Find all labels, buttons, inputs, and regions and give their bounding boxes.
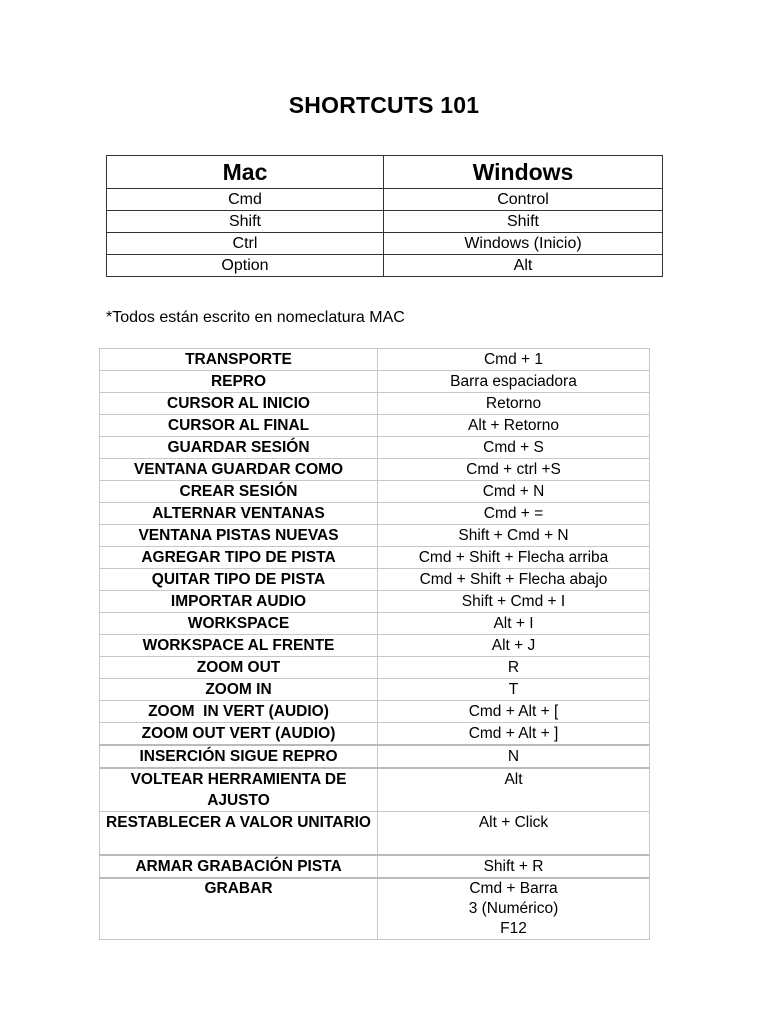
shortcut-action: ARMAR GRABACIÓN PISTA (100, 855, 378, 878)
windows-key: Shift (384, 211, 663, 233)
shortcut-action: GRABAR (100, 878, 378, 940)
shortcut-action: ZOOM IN (100, 679, 378, 701)
shortcut-keys: Barra espaciadora (378, 371, 650, 393)
shortcut-action: IMPORTAR AUDIO (100, 591, 378, 613)
shortcut-action: AGREGAR TIPO DE PISTA (100, 547, 378, 569)
shortcut-row (100, 635, 650, 657)
shortcuts-table (99, 348, 650, 940)
shortcut-row (100, 723, 650, 746)
shortcut-keys: Cmd + ctrl +S (378, 459, 650, 481)
keymap-row (107, 255, 663, 277)
shortcut-keys: Alt + Retorno (378, 415, 650, 437)
shortcut-row (100, 855, 650, 878)
shortcut-row (100, 503, 650, 525)
shortcut-action: GUARDAR SESIÓN (100, 437, 378, 459)
shortcut-keys: Alt + Click (378, 812, 650, 856)
windows-key: Control (384, 189, 663, 211)
shortcut-keys: Cmd + = (378, 503, 650, 525)
shortcut-action: VENTANA PISTAS NUEVAS (100, 525, 378, 547)
mac-key: Cmd (107, 189, 384, 211)
shortcut-action: ZOOM IN VERT (AUDIO) (100, 701, 378, 723)
shortcut-action: ALTERNAR VENTANAS (100, 503, 378, 525)
shortcut-action: INSERCIÓN SIGUE REPRO (100, 745, 378, 768)
shortcut-keys: Cmd + N (378, 481, 650, 503)
shortcut-keys: Shift + Cmd + N (378, 525, 650, 547)
shortcut-keys: N (378, 745, 650, 768)
shortcut-row (100, 371, 650, 393)
shortcut-keys: Cmd + Shift + Flecha abajo (378, 569, 650, 591)
shortcut-keys: Alt (378, 768, 650, 812)
shortcut-row (100, 481, 650, 503)
shortcut-key-line: 3 (Numérico) (468, 900, 559, 917)
shortcut-action: RESTABLECER A VALOR UNITARIO (100, 812, 378, 856)
shortcut-action: QUITAR TIPO DE PISTA (100, 569, 378, 591)
shortcut-row (100, 547, 650, 569)
shortcut-keys: Alt + J (378, 635, 650, 657)
windows-key: Alt (384, 255, 663, 277)
shortcut-action: WORKSPACE (100, 613, 378, 635)
keymap-row (107, 211, 663, 233)
windows-key: Windows (Inicio) (384, 233, 663, 255)
keymap-row (107, 233, 663, 255)
shortcut-action: CURSOR AL INICIO (100, 393, 378, 415)
shortcut-row (100, 745, 650, 768)
shortcut-row (100, 437, 650, 459)
shortcut-action: ZOOM OUT (100, 657, 378, 679)
page-title: SHORTCUTS 101 (288, 92, 480, 118)
shortcut-keys: Retorno (378, 393, 650, 415)
mac-key: Shift (107, 211, 384, 233)
shortcut-action: VENTANA GUARDAR COMO (100, 459, 378, 481)
shortcut-action: WORKSPACE AL FRENTE (100, 635, 378, 657)
shortcut-keys: R (378, 657, 650, 679)
shortcut-keys: Cmd + 1 (378, 349, 650, 371)
shortcut-keys: Cmd + Alt + [ (378, 701, 650, 723)
shortcut-row (100, 349, 650, 371)
shortcut-action: VOLTEAR HERRAMIENTA DE AJUSTO (100, 768, 378, 812)
shortcut-row (100, 415, 650, 437)
shortcut-action: CURSOR AL FINAL (100, 415, 378, 437)
mac-column-header: Mac (107, 156, 384, 189)
shortcut-keys: T (378, 679, 650, 701)
shortcut-row (100, 701, 650, 723)
shortcut-keys: Cmd + Shift + Flecha arriba (378, 547, 650, 569)
shortcut-key-line: F12 (500, 920, 527, 937)
shortcut-row (100, 613, 650, 635)
mac-key: Ctrl (107, 233, 384, 255)
shortcut-row (100, 679, 650, 701)
shortcut-action: ZOOM OUT VERT (AUDIO) (100, 723, 378, 746)
shortcut-row (100, 569, 650, 591)
keymap-header-row (107, 156, 663, 189)
windows-column-header: Windows (384, 156, 663, 189)
shortcut-row (100, 812, 650, 856)
shortcut-keys: Shift + R (378, 855, 650, 878)
shortcut-action: CREAR SESIÓN (100, 481, 378, 503)
nomenclature-note: *Todos están escrito en nomeclatura MAC (106, 309, 405, 326)
shortcut-row (100, 459, 650, 481)
shortcut-row (100, 768, 650, 812)
keymap-row (107, 189, 663, 211)
shortcut-row (100, 393, 650, 415)
shortcut-keys (378, 878, 650, 940)
shortcut-action: REPRO (100, 371, 378, 393)
shortcut-keys: Cmd + Alt + ] (378, 723, 650, 746)
shortcut-row (100, 525, 650, 547)
shortcut-row (100, 657, 650, 679)
shortcut-action: TRANSPORTE (100, 349, 378, 371)
mac-windows-key-table (106, 155, 663, 277)
shortcut-row (100, 878, 650, 940)
shortcut-keys: Cmd + S (378, 437, 650, 459)
mac-key: Option (107, 255, 384, 277)
shortcut-row (100, 591, 650, 613)
shortcut-keys: Alt + I (378, 613, 650, 635)
shortcut-keys: Shift + Cmd + I (378, 591, 650, 613)
shortcut-key-line: Cmd + Barra (469, 880, 558, 897)
